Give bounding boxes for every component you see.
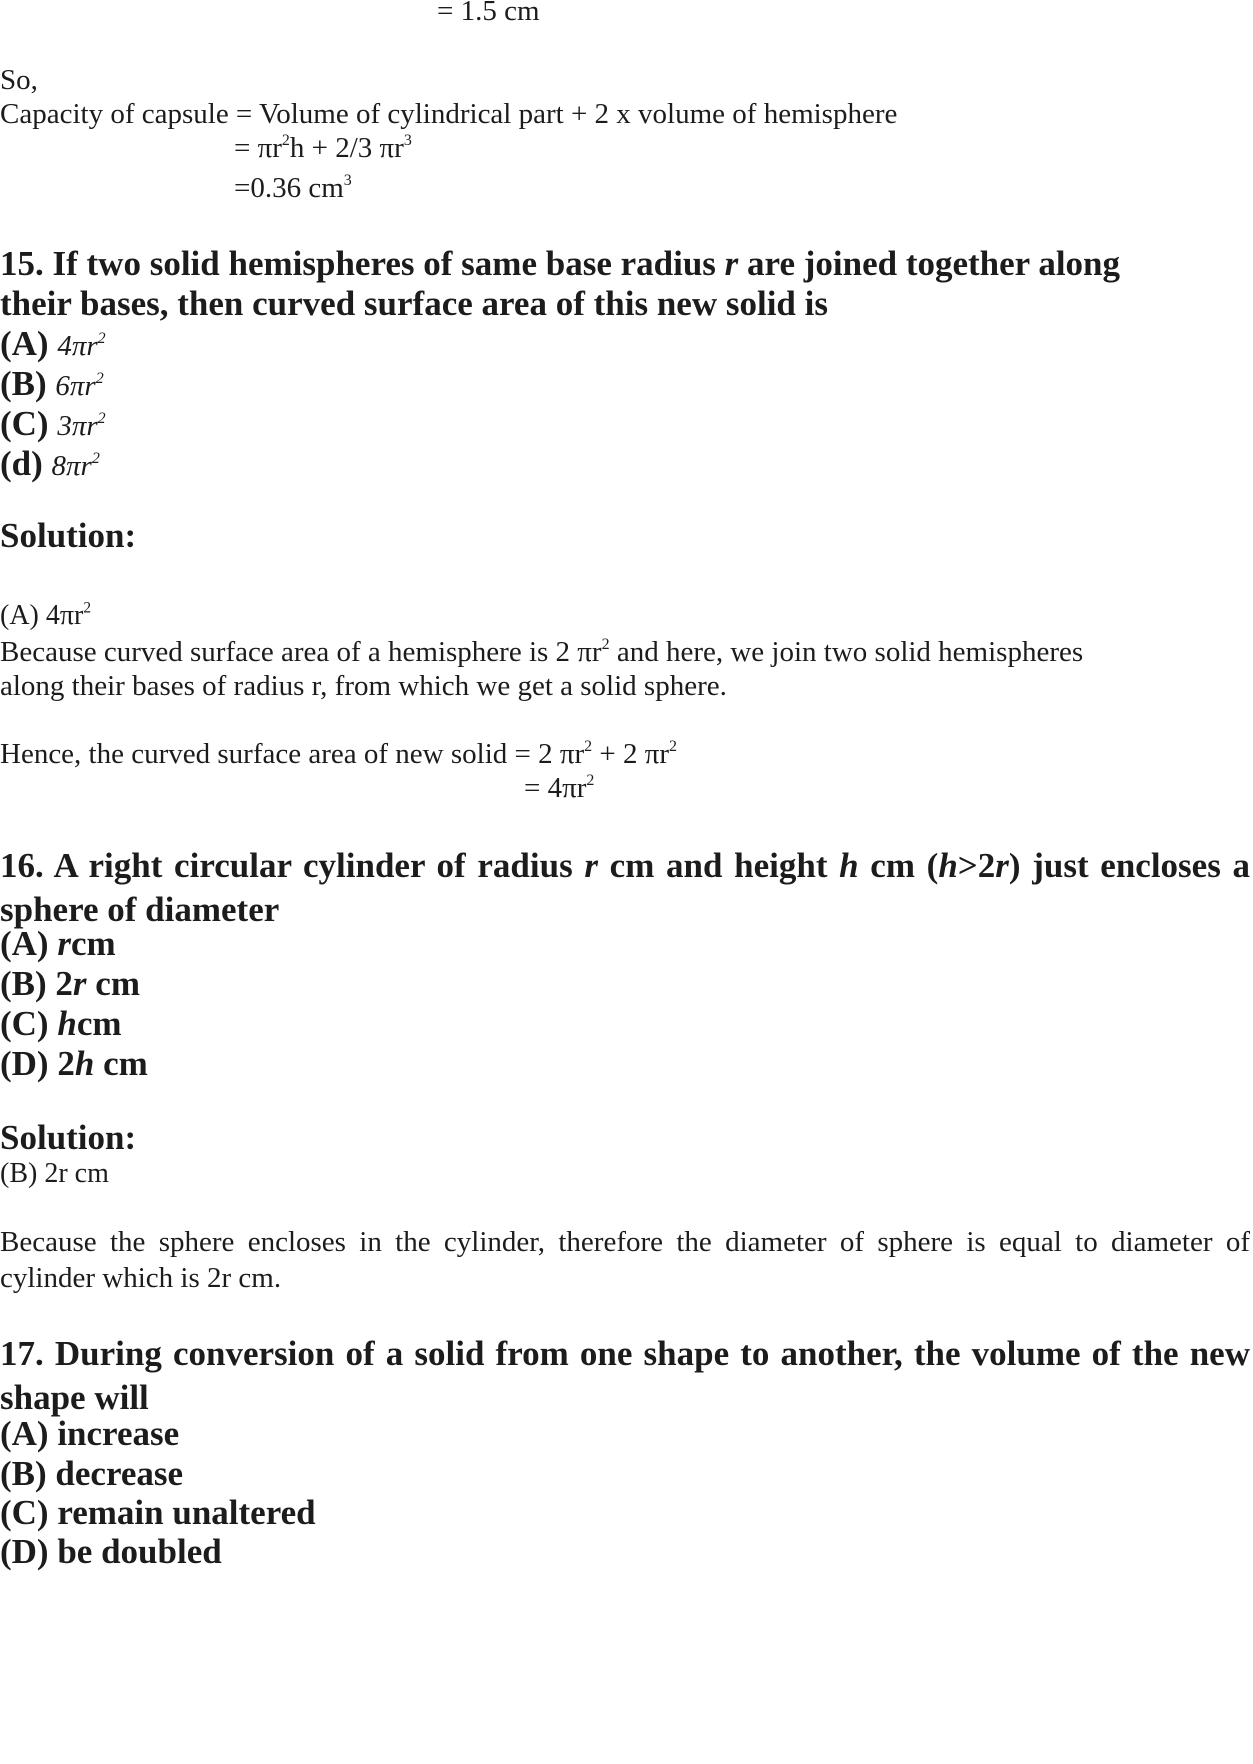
q16-explanation: Because the sphere encloses in the cylinder, therefore the diameter of sphere is equal to diameter of cylinder which is 2r cm. (0, 1226, 1250, 1294)
so-text: So, (0, 64, 38, 96)
q15-line2: their bases, then curved surface area of this new solid is (0, 284, 828, 323)
capacity-value: =0.36 $cm^3$ (234, 172, 352, 204)
capacity-formula: = $\pi r^2h + 2/3$ $\pi r^3$ (234, 132, 412, 164)
q17-option-a: (A) increase (0, 1414, 180, 1453)
q16-question: 16. A right circular cylinder of radius r cm and height h cm (h>2r) just encloses a sphere of diameter (0, 846, 1251, 929)
q16-option-d: (D) 2h cm (0, 1044, 148, 1083)
q16-answer: (B) 2r cm (0, 1158, 109, 1189)
result-line: = 1.5 cm (437, 0, 540, 27)
q15-option-c: (C) $3\pi r^2$ (0, 404, 106, 443)
q15-solution-heading: Solution: (0, 516, 137, 555)
q15-option-d: (d) $8\pi r^2$ (0, 444, 100, 483)
q17-option-c: (C) remain unaltered (0, 1493, 316, 1532)
q15-option-b: (B) $6\pi r^2$ (0, 364, 104, 403)
q17-option-b: (B) decrease (0, 1454, 184, 1493)
q16-option-c: (C) hcm (0, 1004, 122, 1043)
q15-line1: 15. If two solid hemispheres of same base radius r are joined together along (0, 244, 1121, 283)
q16-option-b: (B) 2r cm (0, 964, 140, 1003)
q15-explain-line2: along their bases of radius r, from which we get a solid sphere. (0, 670, 727, 702)
q16-solution-heading: Solution: (0, 1118, 137, 1157)
q15-explain-line1: Because curved surface area of a hemisphere is 2 $\pi r^2$ and here, we join two solid hemispheres (0, 636, 1084, 668)
q15-final-value: = $4\pi r^2$ (524, 772, 595, 804)
q17-question: 17. During conversion of a solid from one shape to another, the volume of the new shape will (0, 1334, 1250, 1417)
q15-option-a: (A) $4\pi r^2$ (0, 324, 106, 363)
q17-option-d: (D) be doubled (0, 1532, 222, 1571)
q15-hence-line: Hence, the curved surface area of new solid = 2 $\pi r^2 + 2$ $\pi r^2$ (0, 738, 677, 770)
q15-answer: (A) $4\pi r^2$ (0, 599, 92, 631)
capacity-line: Capacity of capsule = Volume of cylindrical part + 2 x volume of hemisphere (0, 98, 898, 130)
q16-option-a: (A) rcm (0, 924, 116, 963)
